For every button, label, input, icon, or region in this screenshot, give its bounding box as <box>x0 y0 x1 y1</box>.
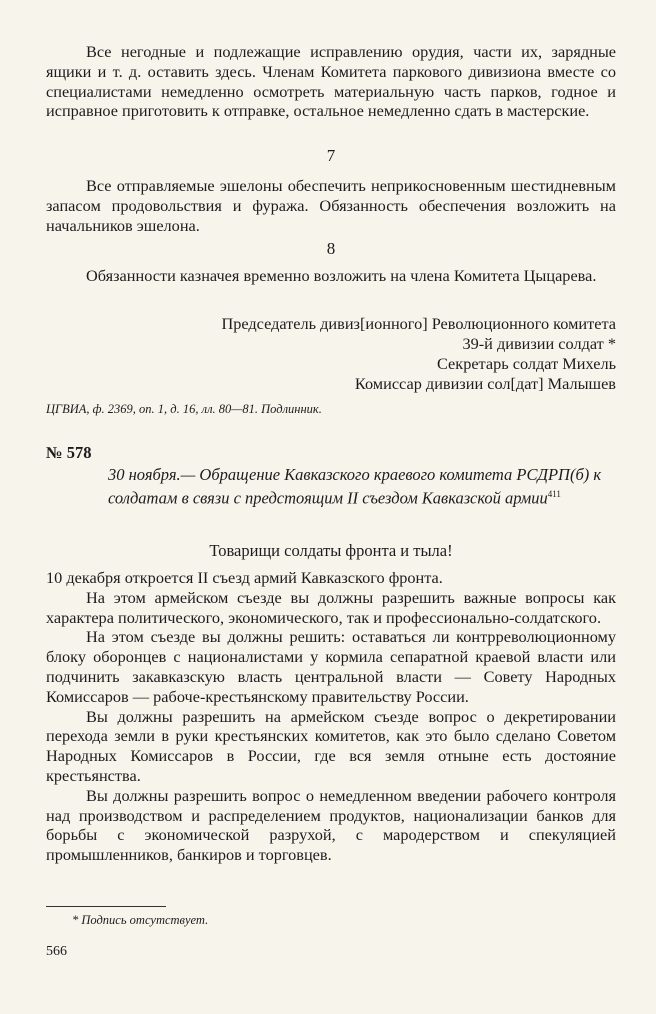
body-paragraph-5: Вы должны разрешить вопрос о немедленном введении рабочего контроля над производством и распределением продуктов, национализации банков для борьбы с экономической разрухой, с мародерством и спекуляцией промышленников, банкиров и торговцев. <box>46 785 616 865</box>
document-number: № 578 <box>46 443 92 462</box>
body-paragraph-3: На этом съезде вы должны решить: оставаться ли контрреволюционному блоку оборонцев с националистами у кормила сепаратной краевой власти или подчинить закавказскую власть центральной власти — Совету Народных Комиссаров — рабоче-крестьянскому правительству России. <box>46 627 616 706</box>
body-paragraph-1: 10 декабря откроется II съезд армий Кавказского фронта. <box>46 568 443 587</box>
signatures <box>46 314 616 394</box>
endnote-marker: 411 <box>547 488 561 499</box>
page-number: 566 <box>46 944 67 959</box>
archive-source: ЦГВИА, ф. 2369, оп. 1, д. 16, лл. 80—81. Подлинник. <box>46 402 322 416</box>
document-heading: 30 ноября.— Обращение Кавказского краевого комитета РСДРП(б) к солдатам в связи с предстоящим II съездом Кавказской армии$^{411}$ <box>108 465 602 507</box>
signature-secretary: Секретарь солдат Михель <box>437 354 616 373</box>
footnote-divider <box>46 906 166 907</box>
body-paragraph-2: На этом армейском съезде вы должны разрешить важные вопросы как характера политического, экономического, так и профессионально-солдатского. <box>46 587 616 627</box>
section-number-8: 8 <box>326 239 336 258</box>
signature-chairman: Председатель дивиз[ионного] Революционного комитета <box>221 314 616 333</box>
section-number-7: 7 <box>326 146 336 165</box>
paragraph-7: Все отправляемые эшелоны обеспечить неприкосновенным шестидневным запасом продовольствия и фуража. Обязанность обеспечения возложить на начальников эшелона. <box>46 176 616 235</box>
document-body <box>46 568 616 865</box>
signature-commissar: Комиссар дивизии сол[дат] Малышев <box>354 374 616 393</box>
appeal-title: Товарищи солдаты фронта и тыла! <box>209 541 453 560</box>
body-paragraph-4: Вы должны разрешить на армейском съезде вопрос о декретировании перехода земли в руки крестьянских комитетов, как это было сделано Советом Народных Комиссаров в России, где вся земля отныне есть достояние крестьянства. <box>46 706 616 785</box>
signature-chairman-division: 39-й дивизии солдат * <box>462 334 616 353</box>
footnote: * Подпись отсутствует. <box>72 913 209 927</box>
paragraph-text: Все негодные и подлежащие исправлению орудия, части их, зарядные ящики и т. д. оставить здесь. Членам Комитета паркового дивизиона вместе со специалистами немедленно осмотреть материальную часть парков, годное и исправное приготовить к отправке, остальное немедленно сдать в мастерские. <box>46 42 616 121</box>
paragraph-top <box>46 42 616 121</box>
paragraph-8: Обязанности казначея временно возложить на члена Комитета Цыцарева. <box>86 266 597 285</box>
